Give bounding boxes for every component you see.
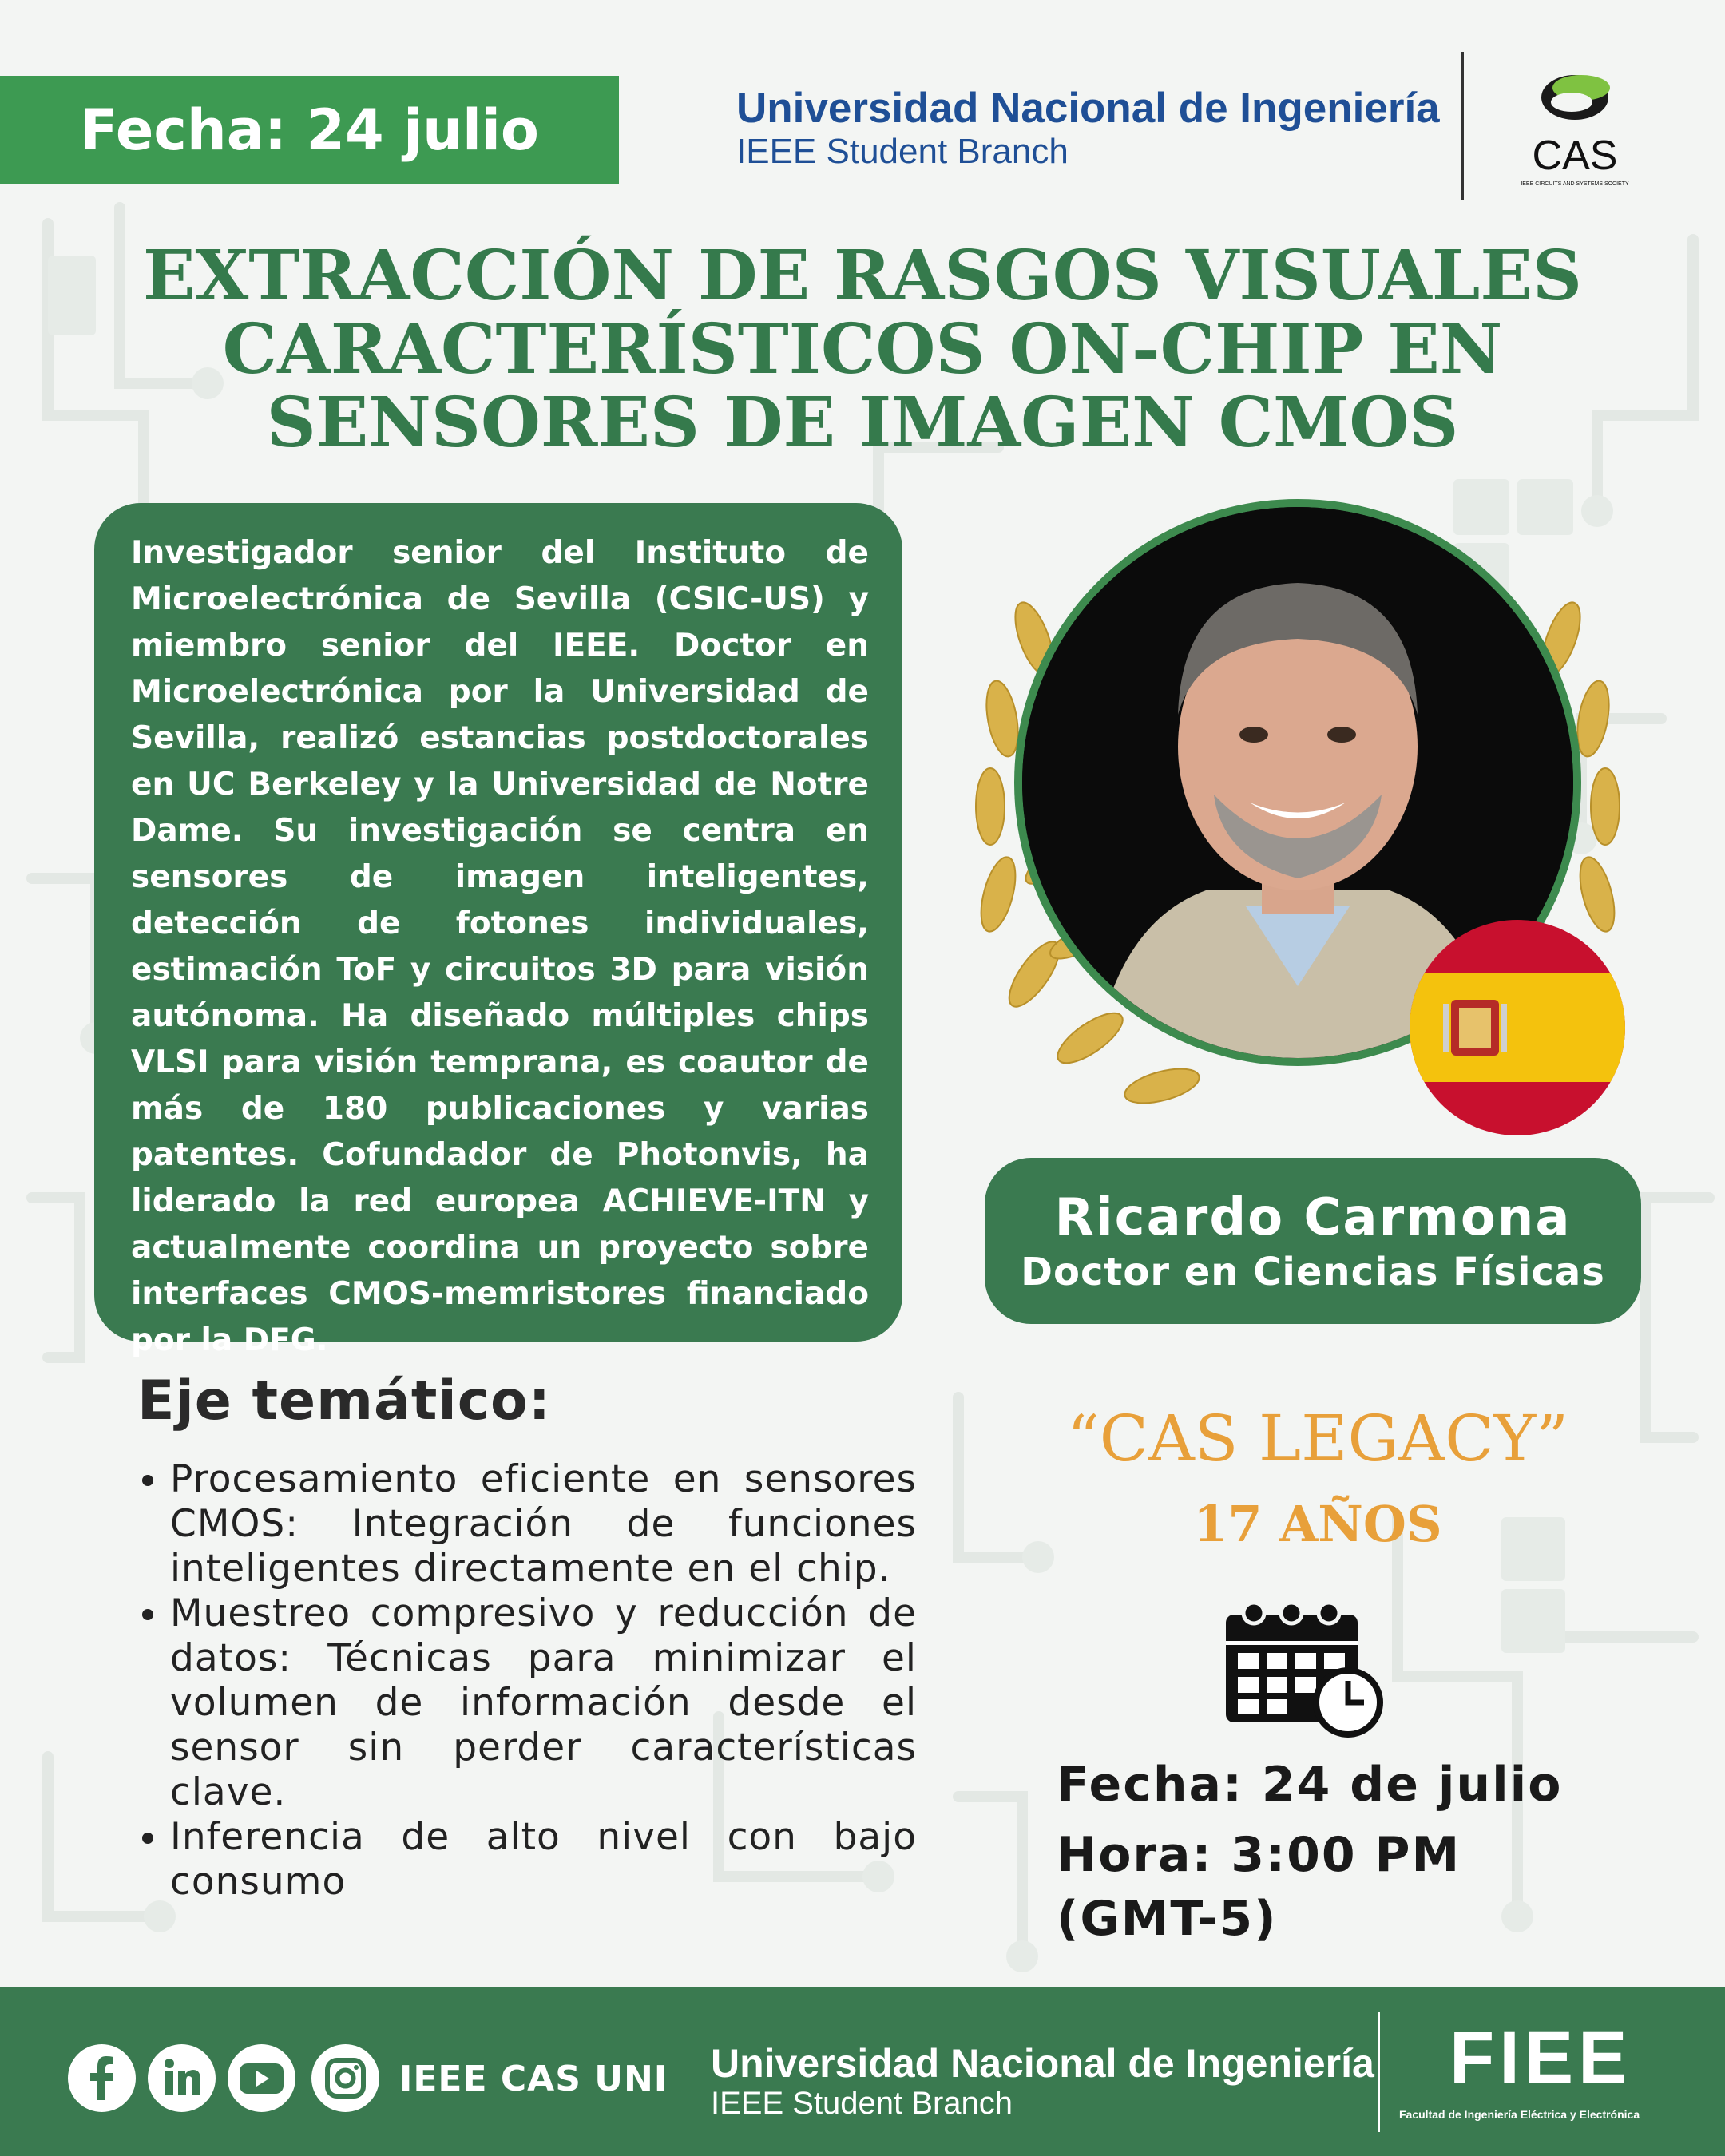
title-line: EXTRACCIÓN DE RASGOS VISUALES <box>142 236 1583 316</box>
svg-text:IEEE CIRCUITS AND SYSTEMS SOCI: IEEE CIRCUITS AND SYSTEMS SOCIETY <box>1521 181 1629 187</box>
cas-logo-icon <box>1501 56 1645 192</box>
title-line: CARACTERÍSTICOS ON-CHIP EN <box>222 309 1503 390</box>
calendar-clock-icon <box>1222 1597 1390 1741</box>
speaker-name-box <box>985 1158 1641 1324</box>
linkedin-icon[interactable] <box>148 2044 216 2112</box>
event-time: Hora: 3:00 PM <box>1057 1827 1461 1883</box>
speaker-degree: Doctor en Ciencias Físicas <box>1021 1250 1605 1294</box>
title-line: SENSORES DE IMAGEN CMOS <box>266 382 1459 463</box>
bio-box <box>94 503 902 1358</box>
cas-logo <box>1501 56 1645 192</box>
legacy-years: 17 AÑOS <box>1193 1495 1442 1553</box>
facebook-icon[interactable] <box>68 2044 136 2112</box>
event-timezone: (GMT-5) <box>1057 1891 1278 1947</box>
footer-divider <box>1378 2012 1380 2132</box>
fiee-logo: FIEE <box>1449 2017 1632 2099</box>
spain-flag-icon <box>1410 920 1625 1135</box>
fiee-faculty-name: Facultad de Ingeniería Eléctrica y Electrónica <box>1399 2108 1640 2121</box>
footer-university-name: Universidad Nacional de Ingeniería <box>711 2041 1374 2086</box>
social-handle: IEEE CAS UNI <box>399 2059 668 2099</box>
student-branch-name: IEEE Student Branch <box>736 132 1069 171</box>
header-divider <box>1461 52 1464 200</box>
cas-legacy-label: “CAS LEGACY” <box>1066 1401 1569 1476</box>
speaker-name: Ricardo Carmona <box>1054 1188 1572 1247</box>
date-banner: Fecha: 24 julio <box>0 76 619 184</box>
instagram-icon[interactable] <box>311 2044 379 2112</box>
bio-text: Investigador senior del Instituto de Microelectrónica de Sevilla (CSIC-US) y miembro senior del IEEE. Doctor en Microelectrónica por la Universidad de Sevilla, realizó estancias postdoctorales en UC Berkeley y la Universidad de Notre Dame. Su investigación se centra en sensores de imagen inteligentes, detección de fotones individuales, estimación ToF y circuitos 3D para visión autónoma. Ha diseñado múltiples chips VLSI para visión temprana, es coautor de más de 180 publicaciones y varias patentes. Cofundador de Photonvis, ha liderado la red europea ACHIEVE-ITN y actualmente coordina un proyecto sobre interfaces CMOS-memristores financiado por la DFG. <box>131 535 869 1358</box>
footer-student-branch: IEEE Student Branch <box>711 2086 1013 2121</box>
topics-list <box>134 1457 917 1904</box>
topic-item: • Procesamiento eficiente en sensores CMOS: Integración de funciones inteligentes directamente en el chip. <box>170 1457 917 1591</box>
talk-title <box>64 236 1661 463</box>
topic-item: • Inferencia de alto nivel con bajo consumo <box>170 1815 917 1904</box>
topics-heading: Eje temático: <box>137 1369 551 1433</box>
topic-item: • Muestreo compresivo y reducción de datos: Técnicas para minimizar el volumen de información desde el sensor sin perder características clave. <box>170 1591 917 1815</box>
event-date: Fecha: 24 de julio <box>1057 1757 1563 1813</box>
youtube-icon[interactable] <box>228 2044 295 2112</box>
university-name: Universidad Nacional de Ingeniería <box>736 85 1440 132</box>
svg-text:CAS: CAS <box>1532 133 1618 179</box>
